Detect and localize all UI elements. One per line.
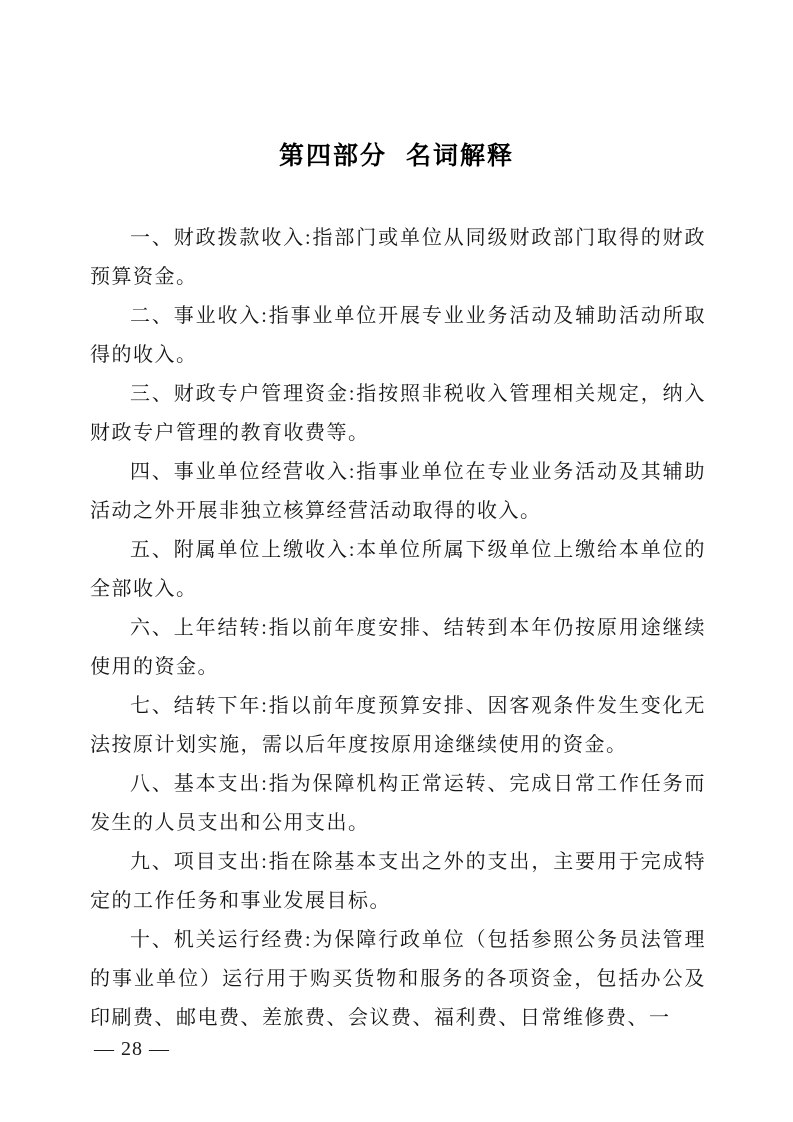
definitions-list [90, 219, 706, 1038]
page-number: — 28 — [94, 1038, 170, 1060]
definition-paragraph: 五、附属单位上缴收入:本单位所属下级单位上缴给本单位的全部收入。 [90, 539, 706, 600]
definition-paragraph: 十、机关运行经费:为保障行政单位（包括参照公务员法管理的事业单位）运行用于购买货物和服务的各项资金，包括办公及印刷费、邮电费、差旅费、会议费、福利费、日常维修费、一 [90, 929, 706, 1029]
definition-paragraph: 七、结转下年:指以前年度预算安排、因客观条件发生变化无法按原计划实施，需以后年度按原用途继续使用的资金。 [90, 695, 706, 756]
definition-paragraph: 一、财政拨款收入:指部门或单位从同级财政部门取得的财政预算资金。 [90, 227, 706, 288]
definition-paragraph: 六、上年结转:指以前年度安排、结转到本年仍按原用途继续使用的资金。 [90, 617, 706, 678]
definition-paragraph: 九、项目支出:指在除基本支出之外的支出，主要用于完成特定的工作任务和事业发展目标。 [90, 851, 706, 912]
definition-paragraph: 八、基本支出:指为保障机构正常运转、完成日常工作任务而发生的人员支出和公用支出。 [90, 773, 706, 834]
definition-paragraph: 二、事业收入:指事业单位开展专业业务活动及辅助活动所取得的收入。 [90, 305, 706, 366]
page-title: 第四部分 名词解释 [279, 142, 514, 170]
definition-paragraph: 四、事业单位经营收入:指事业单位在专业业务活动及其辅助活动之外开展非独立核算经营活动取得的收入。 [90, 461, 706, 522]
definition-paragraph: 三、财政专户管理资金:指按照非税收入管理相关规定，纳入财政专户管理的教育收费等。 [90, 383, 706, 444]
